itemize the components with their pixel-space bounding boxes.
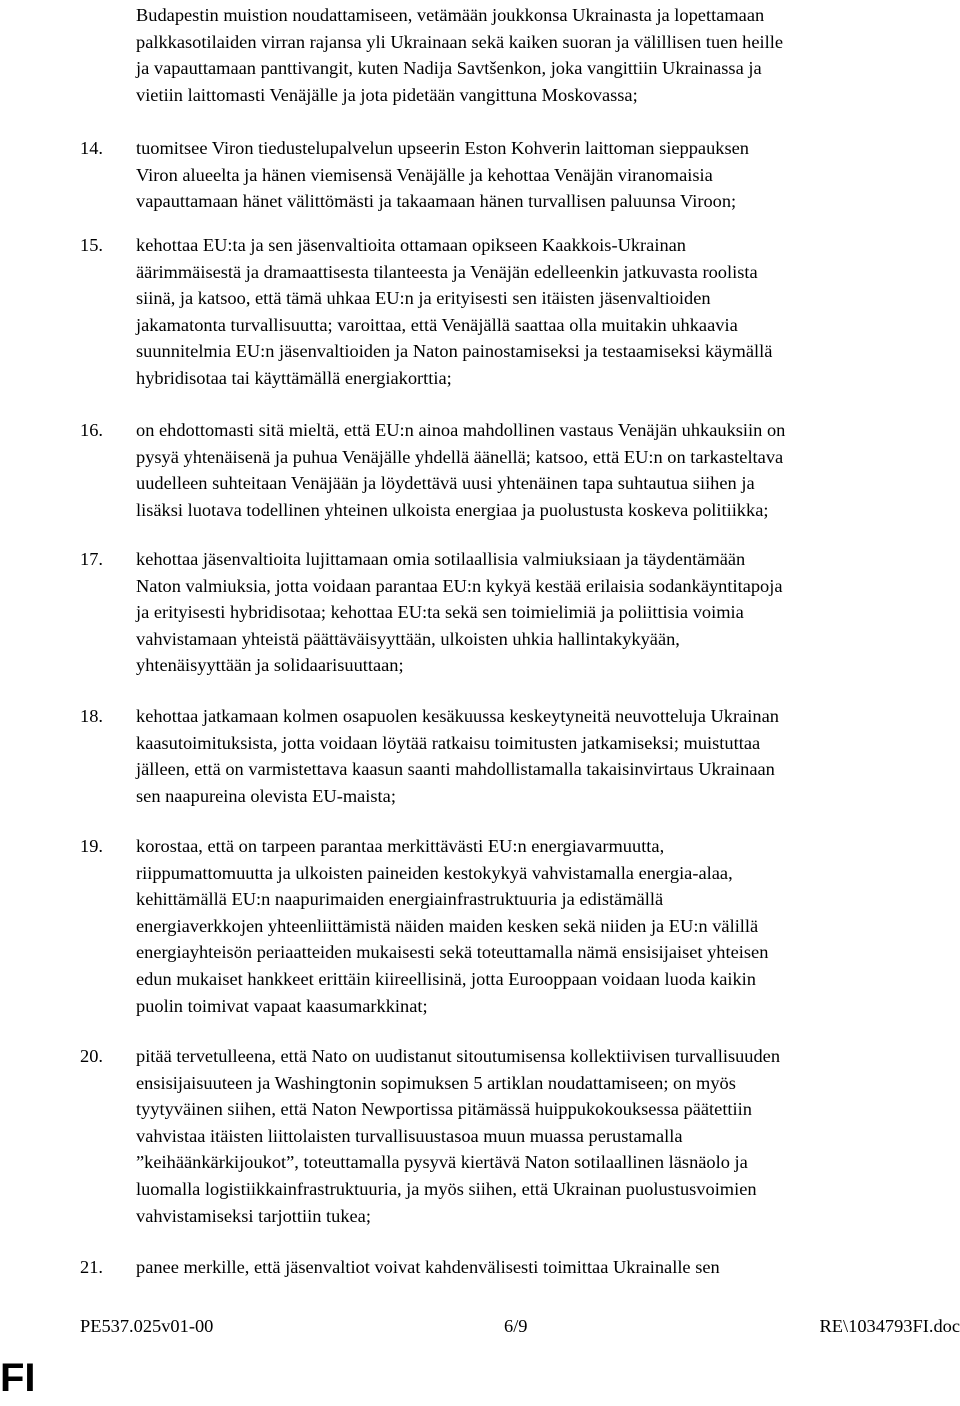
paragraph-text [136,546,960,679]
text-line: tyytyväinen siihen, että Naton Newportissa pitämässä huippukokouksessa päätettiin [136,1099,752,1120]
continuation-paragraph [136,2,960,108]
text-line: energiaverkkojen yhteenliittämistä näiden maiden kesken sekä niiden ja EU:n välillä [136,915,759,936]
text-line: luomalla logistiikkainfrastruktuuria, ja myös siihen, että Ukrainan puolustusvoimien [136,1178,757,1199]
text-line: äärimmäisestä ja dramaattisesta tilanteesta ja Venäjän edelleenkin jatkuvasta roolista [136,261,758,282]
paragraph-text [136,703,960,809]
text-line: pitää tervetulleena, että Nato on uudistanut sitoutumisensa kollektiivisen turvallisuuden [136,1046,781,1066]
page-footer [80,1312,960,1340]
text-line: palkkasotilaiden virran rajansa yli Ukrainaan sekä kaiken suoran ja välillisen tuen heille [136,31,784,52]
paragraph-14 [80,135,960,215]
paragraph-number: 21. [80,1257,103,1277]
text-line: kehittämällä EU:n naapurimaiden energiainfrastruktuuria ja edistämällä [136,889,664,910]
paragraph-number: 20. [80,1046,103,1066]
text-line: vahvistamiseksi tarjottiin tukea; [136,1205,371,1226]
paragraph-text [136,1254,960,1281]
text-line: lisäksi luotava todellinen yhteinen ulkoista energiaa ja puolustusta koskeva politiikka; [136,499,769,520]
paragraph-18 [80,703,960,809]
text-line: vietiin laittomasti Venäjälle ja jota pidetään vangittuna Moskovassa; [136,84,638,105]
paragraph-number: 18. [80,706,103,726]
text-line: riippumattomuutta ja ulkoisten paineiden kestokykyä vahvistamalla energia-alaa, [136,862,733,883]
text-line: kaasutoimituksista, jotta voidaan löytää ratkaisu toimitusten jatkamiseksi; muistuttaa [136,732,761,753]
text-line: vahvistaa itäisten liittolaisten turvallisuustasoa muun muassa perustamalla [136,1125,683,1146]
text-line: kehottaa jatkamaan kolmen osapuolen kesäkuussa keskeytyneitä neuvotteluja Ukrainan [136,706,779,726]
text-line: ensisijaisuuteen ja Washingtonin sopimuksen 5 artiklan noudattamiseen; on myös [136,1072,736,1093]
paragraph-15 [80,232,960,392]
text-line: sen naapureina olevista EU-maista; [136,785,396,806]
paragraph-text [136,135,960,215]
paragraph-text [136,833,960,1019]
text-line: kehottaa jäsenvaltioita lujittamaan omia sotilaallisia valmiuksiaan ja täydentämään [136,549,746,569]
text-line: uudelleen suhteitaan Venäjään ja löydettävä uusi yhtenäinen tapa suhtautua siihen ja [136,473,755,494]
text-line: Budapestin muistion noudattamiseen, vetämään joukkonsa Ukrainasta ja lopettamaan [136,5,765,25]
text-line: on ehdottomasti sitä mieltä, että EU:n ainoa mahdollinen vastaus Venäjän uhkauksiin on [136,420,786,440]
text-line: edun mukaiset hankkeet erittäin kiireellisinä, jotta Eurooppaan voidaan luoda kaikin [136,968,756,989]
text-line: hybridisotaa tai käyttämällä energiakorttia; [136,367,452,388]
paragraph-16 [80,417,960,523]
language-code: FI [0,1356,36,1400]
paragraph-text [136,417,960,523]
paragraph-text [136,1043,960,1229]
page-number: 6/9 [504,1316,528,1336]
paragraph-text [136,232,960,392]
text-line: pysyä yhtenäisenä ja puhua Venäjälle yhdellä äänellä; katsoo, että EU:n on tarkasteltava [136,446,784,467]
text-line: energiayhteisön periaatteiden mukaisesti sekä toteuttamalla nämä ensisijaiset yhteisen [136,942,769,963]
text-line: korostaa, että on tarpeen parantaa merkittävästi EU:n energiavarmuutta, [136,836,665,856]
text-line: siinä, ja katsoo, että tämä uhkaa EU:n ja erityisesti sen itäisten jäsenvaltioiden [136,288,711,309]
paragraph-21 [80,1254,960,1281]
text-line: jakamatonta turvallisuutta; varoittaa, että Venäjällä saattaa olla muitakin uhkaavia [136,314,738,335]
text-line: ja erityisesti hybridisotaa; kehottaa EU:ta sekä sen toimielimiä ja poliittisia voimia [136,602,744,623]
paragraph-number: 15. [80,235,103,255]
text-line: suunnitelmia EU:n jäsenvaltioiden ja Naton painostamiseksi ja testaamiseksi käymällä [136,341,773,362]
paragraph-number: 14. [80,138,103,158]
text-line: puolin toimivat vapaat kaasumarkkinat; [136,995,428,1016]
file-name: RE\1034793FI.doc [819,1316,960,1336]
text-line: jälleen, että on varmistettava kaasun saanti mahdollistamalla takaisinvirtaus Ukrainaan [136,759,775,780]
text-line: yhtenäisyyttään ja solidaarisuuttaan; [136,655,404,676]
paragraph-number: 19. [80,836,103,856]
text-line: ”keihäänkärkijoukot”, toteuttamalla pysyvä kiertävä Naton sotilaallinen läsnäolo ja [136,1152,748,1173]
paragraph-number: 16. [80,420,103,440]
text-line: Naton valmiuksia, jotta voidaan parantaa EU:n kykyä kestää erilaisia sodankäyntitapoja [136,575,783,596]
paragraph-19 [80,833,960,1019]
text-line: Viron alueelta ja hänen viemisensä Venäjälle ja kehottaa Venäjän viranomaisia [136,164,713,185]
text-line: panee merkille, että jäsenvaltiot voivat kahdenvälisesti toimittaa Ukrainalle sen [136,1257,720,1277]
text-line: kehottaa EU:ta ja sen jäsenvaltioita ottamaan opikseen Kaakkois-Ukrainan [136,235,686,255]
text-line: tuomitsee Viron tiedustelupalvelun upseerin Eston Kohverin laittoman sieppauksen [136,138,749,158]
text-line: vahvistamaan yhteistä päättäväisyyttään, ulkoisten uhkia hallintakykyään, [136,628,680,649]
paragraph-17 [80,546,960,679]
text-line: vapauttamaan hänet välittömästi ja takaamaan hänen turvallisen paluunsa Viroon; [136,191,737,212]
document-reference: PE537.025v01-00 [80,1316,214,1336]
text-line: ja vapauttamaan panttivangit, kuten Nadija Savtšenkon, joka vangittiin Ukrainassa ja [136,58,762,79]
paragraph-20 [80,1043,960,1229]
paragraph-number: 17. [80,549,103,569]
